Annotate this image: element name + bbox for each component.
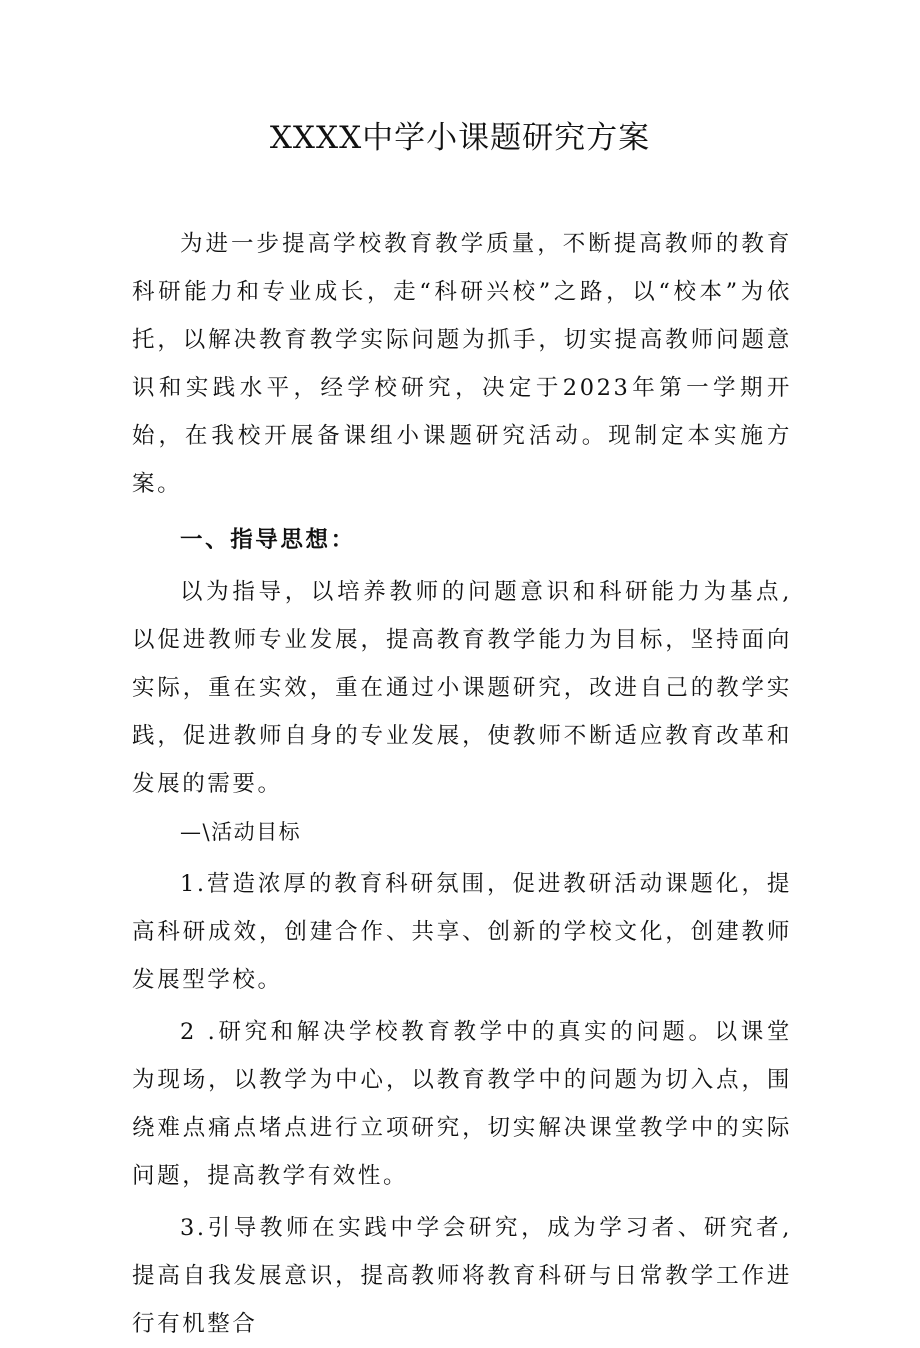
goal-item-2: 2 .研究和解决学校教育教学中的真实的问题。以课堂为现场，以教学为中心，以教育教学中的问题为切入点，围绕难点痛点堵点进行立项研究，切实解决课堂教学中的实际问题，提高教学有效性。 <box>132 1019 792 1189</box>
document-title: XXXX中学小课题研究方案 <box>269 120 651 156</box>
section-heading-guiding-ideology: 一、指导思想： <box>180 527 356 553</box>
section-heading-activity-goals: —\活动目标 <box>180 820 302 844</box>
goal-item-1: 1.营造浓厚的教育科研氛围，促进教研活动课题化，提高科研成效，创建合作、共享、创新的学校文化，创建教师发展型学校。 <box>132 871 792 993</box>
guiding-ideology-paragraph: 以为指导，以培养教师的问题意识和科研能力为基点,以促进教师专业发展，提高教育教学能力为目标，坚持面向实际，重在实效，重在通过小课题研究，改进自己的教学实践，促进教师自身的专业发展，使教师不断适应教育改革和发展的需要。 <box>132 579 792 797</box>
document-body <box>132 220 792 1348</box>
intro-paragraph: 为进一步提高学校教育教学质量，不断提高教师的教育科研能力和专业成长，走“科研兴校”之路，以“校本”为依托，以解决教育教学实际问题为抓手，切实提高教师问题意识和实践水平，经学校研究，决定于2023年第一学期开始，在我校开展备课组小课题研究活动。现制定本实施方案。 <box>132 231 792 497</box>
goal-item-3: 3.引导教师在实践中学会研究，成为学习者、研究者,提高自我发展意识，提高教师将教育科研与日常教学工作进行有机整合 <box>132 1215 792 1337</box>
